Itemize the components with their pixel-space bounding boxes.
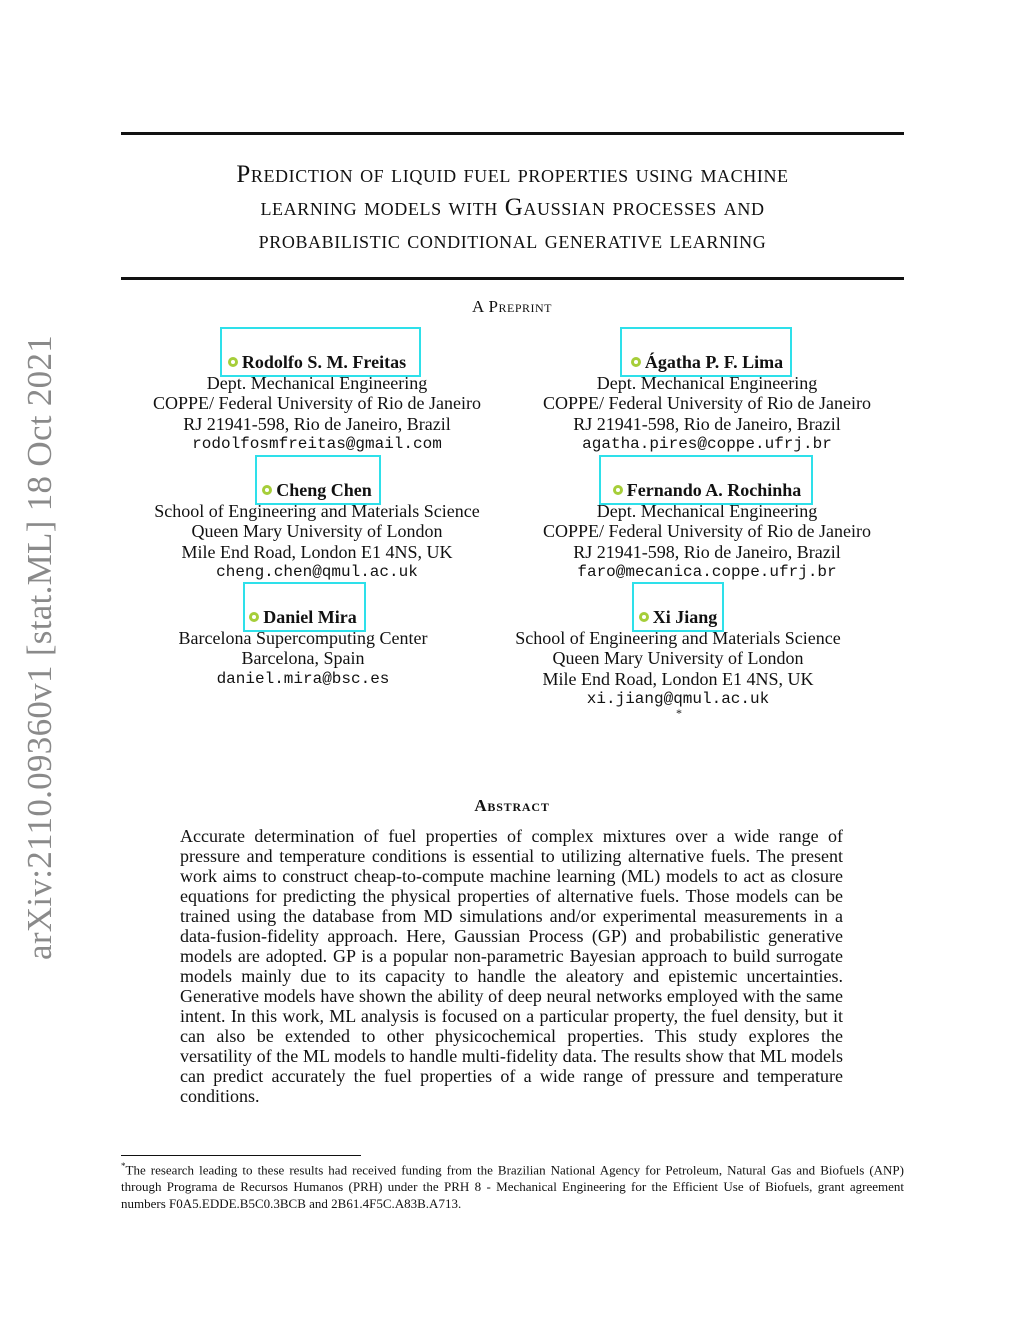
footnote-mark: * [121,1161,126,1171]
footnote-rule [121,1155,361,1156]
author-affiliation-3: RJ 21941-598, Rio de Janeiro, Brazil [573,541,841,562]
author-name: Ágatha P. F. Lima [644,352,784,372]
author-affiliation-2: COPPE/ Federal University of Rio de Janeiro [543,393,871,413]
author-name: Xi Jiang [652,607,718,627]
author-link-box [220,327,421,377]
title-rule-bottom [121,277,904,280]
author-affiliation-3: RJ 21941-598, Rio de Janeiro, Brazil [183,413,451,434]
footnote-marker[interactable]: * [676,706,682,720]
abstract-heading: Abstract [474,796,550,815]
author-affiliation-2: COPPE/ Federal University of Rio de Janeiro [153,393,481,413]
author-link-box [255,455,381,505]
author-affiliation-1: Dept. Mechanical Engineering [596,372,818,393]
funding-footnote [121,1158,904,1212]
author-email[interactable]: agatha.pires@coppe.ufrj.br [582,435,832,453]
author-link-box [599,455,813,505]
author-affiliation-1: Dept. Mechanical Engineering [206,372,428,393]
author-email[interactable]: daniel.mira@bsc.es [216,669,390,688]
title-line-2: learning models with Gaussian processes and [260,194,765,221]
author-affiliation-1: School of Engineering and Materials Science [515,627,841,648]
author-affiliation-2: Queen Mary University of London [191,521,443,541]
title-line-1: Prediction of liquid fuel properties using machine [236,161,789,188]
author-email[interactable]: cheng.chen@qmul.ac.uk [216,563,418,581]
title-rule-top [121,132,904,135]
author-affiliation-3: Mile End Road, London E1 4NS, UK [181,541,453,562]
arxiv-identifier: arXiv:2110.09360v1 [stat.ML] 18 Oct 2021 [20,334,59,960]
author-name: Daniel Mira [263,607,357,627]
author-name: Fernando A. Rochinha [626,480,802,500]
author-affiliation-1: Dept. Mechanical Engineering [596,500,818,521]
author-affiliation-1: Barcelona Supercomputing Center [178,627,428,648]
title-line-3: probabilistic conditional generative learning [258,227,767,254]
abstract-text: Accurate determination of fuel properties of complex mixtures over a wide range of pressure and temperature conditions is essential to utilizing alternative fuels. The present work aims to construct cheap-to-compute machine learning (ML) models to act as closure equations for predicting the physical properties of alternative fuels. Those models can be trained using the database from MD simulations and/or experimental measurements in a data-fusion-fidelity approach. Here, Gaussian Process (GP) and probabilistic generative models are adopted. GP is a popular non-parametric Bayesian approach to build surrogate models mainly due to its capacity to handle the aleatory and epistemic uncertainties. Generative models have shown the ability of deep neural networks employed with the same intent. In this work, ML analysis is focused on a particular property, the fuel density, but it can also be extended to other physicochemical properties. This study explores the versatility of the ML models to handle multi-fidelity data. The results show that ML models can predict accurately the fuel properties of a wide range of pressure and temperature conditions. [180,826,843,1106]
footnote-text: The research leading to these results had received funding from the Brazilian National Agency for Petroleum, Natural Gas and Biofuels (ANP) through Programa de Recursos Humanos (PRH) under the PRH 8 - Mechanical Engineering for the Efficient Use of Biofuels, grant agreement numbers F0A5.EDDE.B5C0.3BCB and 2B61.4F5C.A83B.A713. [121,1162,904,1212]
author-email[interactable]: xi.jiang@qmul.ac.uk [586,690,770,708]
author-name: Cheng Chen [276,480,372,500]
author-name: Rodolfo S. M. Freitas [241,352,407,372]
author-affiliation-2: COPPE/ Federal University of Rio de Janeiro [543,521,871,541]
author-link-box [620,327,792,377]
author-link-box [632,582,724,632]
author-affiliation-2: Queen Mary University of London [552,648,804,668]
author-affiliation-3: Mile End Road, London E1 4NS, UK [542,668,814,689]
author-email[interactable]: rodolfosmfreitas@gmail.com [192,435,442,453]
author-affiliation-2: Barcelona, Spain [241,648,365,668]
author-affiliation-3: RJ 21941-598, Rio de Janeiro, Brazil [573,413,841,434]
preprint-label: A Preprint [471,297,553,316]
author-email[interactable]: faro@mecanica.coppe.ufrj.br [577,563,837,581]
author-affiliation-1: School of Engineering and Materials Science [154,500,480,521]
paper-title [121,158,904,257]
author-link-box [243,582,366,632]
